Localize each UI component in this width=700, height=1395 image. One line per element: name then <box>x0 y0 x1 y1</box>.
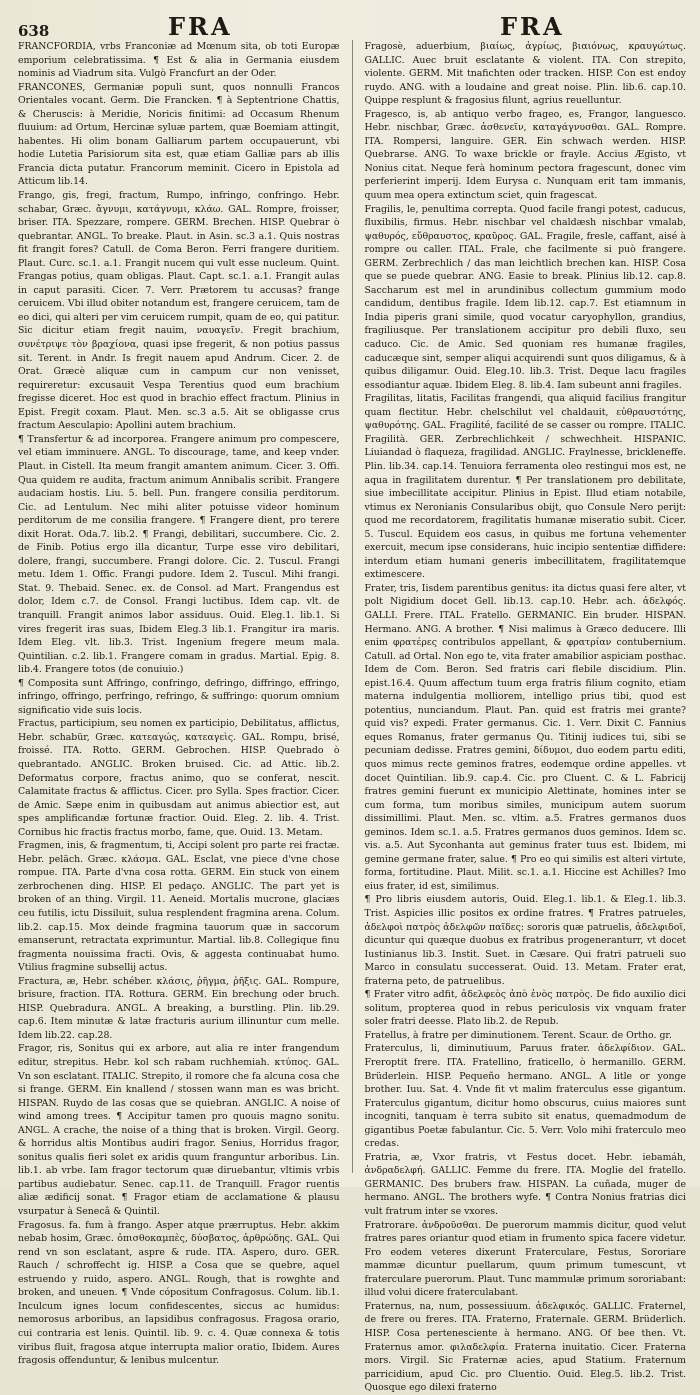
dictionary-entry: Fractus, participium, seu nomen ex participio, Debilitatus, afflictus, Hebr. schabür, Græc. κατεαγώς, κατεαγεὶς. GAL. Rompu, brisé, froissé. ITA. Rotto. GERM. Gebrochen. HISP. Quebrado ò quebrantado. ANGLIC. Broken bruised. Cic. ad Attic. lib.2. Deformatus corpore, fractus animo, quo se conferat, nescit. Calamitate fractus & afflictus. Cicer. pro Sylla. Spes fractior. Cicer. de Amic. Sæpe enim in quibusdam aut animus abiectior est, aut spes amplificandæ fortunæ fractior. Ouid. Eleg. 2. lib. 4. Trist. Cornibus hic fractis fractus morbo, fame, que. Ouid. 13. Metam. <box>18 718 340 838</box>
dictionary-entry: Fraternus, na, num, possessiuum. ἀδελφικός. GALLIC. Fraternel, de frere ou freres. ITA. Fraterno, Fraternale. GERM. Brüderlich. HISP. Cosa pertenesciente à hermano. ANG. Of bee then. Vt. Fraternus amor. φιλαδελφία. Fraterna inuitatio. Cicer. Fraterna mors. Virgil. Sic Fraternæ acies, apud Statium. Fraternum parricidium, apud Cic. pro Cluentio. Ouid. Eleg.5. lib.2. Trist. Quosque ego dilexi fraterno <box>364 1300 686 1394</box>
left-column <box>18 40 340 1367</box>
dictionary-entry: ¶ Frater vitro adfit, ἀδελφεὸς ἀπὸ ἑνὸς πατρὸς. De fido auxilio dici solitum, propterea quod in rebus periculosis vix vnquam frater soler fratri deesse. Plato lib.2. de Repub. <box>364 989 686 1028</box>
dictionary-entry: Fragilis, le, penultima correpta. Quod facile frangi potest, caducus, fluxibilis, firmus. Hebr. nischbar vel chaldæsh nischbar vmalab, ψαθυρός, εὔθραυστος, κραῦρος. GAL. Fragile, fresle, caffant, aisé à rompre ou caller. ITAL. Frale, che facilmente si può frangere. GERM. Zerbrechlich / das man leichtlich brechen kan. HISP. Cosa que se puede quebrar. ANG. Easie to break. Plinius lib.12. cap.8. Saccharum est mel in arundinibus collectum gummium modo candidum, dentibus fragile. Idem lib.12. cap.7. Est etiamnum in India piperis grani simile, quod vocatur caryophyllon, grandius, fragiliusque. Per translationem accipitur pro debili fluxo, seu caduco. Cic. de Amic. Sed quoniam res humanæ fragiles, caducæque sint, semper aliqui acquirendi sunt quos diligamus, & à quibus diligamur. Ouid. Eleg.10. lib.3. Trist. Deque lacu fragiles essodiantur aquæ. Ibidem Eleg. 8. lib.4. Iam subeunt anni fragiles. <box>364 203 686 391</box>
dictionary-entry: ¶ Composita sunt Affringo, confringo, defringo, diffringo, effringo, infringo, offringo, perfringo, refringo, & suffringo: quorum omnium significatio vide suis locis. <box>18 677 340 716</box>
dictionary-entry: Fragosus. fa. fum à frango. Asper atque prærruptus. Hebr. akkim nebab hosim, Græc. ὀπισθοκαμπὲς, δύσβατος, ἀρθρώδης. GAL. Qui rend vn son esclatant, aspre & rude. ITA. Aspero, duro. GER. Rauch / schroffecht ig. HISP. a Cosa que se quebre, aquel estruendo y ruido, aspero. ANGL. Rough, that is rowghte and broken, and uneuen. ¶ Vnde cópositum Confragosus. Colum. lib.1. Inculcum ignes locum confidescentes, siccus ac humidus: nemorosus arboribus, an lapsidibus confragosus. Fragosa orario, cui contraria est lenis. Quintil. lib. 9. c. 4. Quæ connexa & totis viribus fluit, fragosa atque interrupta malior oratio, Ibidem. Aures fragosis offenduntur, & lenibus mulcentur. <box>18 1219 340 1367</box>
dictionary-entry: ¶ Pro libris eiusdem autoris, Ouid. Eleg.1. lib.1. & Eleg.1. lib.3. Trist. Aspicies illic positos ex ordine fratres. ¶ Fratres patrueles, ἀδελφοὶ πατρὸς ἀδελφῶν παῖδες: sororis quæ patruelis, ἀδελφιδοῖ, dicuntur qui quæque duobus ex fratribus progeneranturr, vt docet Iustinianus lib.3. Instit. Suet. in Cæsare. Qui fratri patrueli suo Marco in consulatu successerat. Ouid. 13. Metam. Frater erat, fraterna peto, de patruelibus. <box>364 894 686 987</box>
dictionary-entry: Fragesco, is, ab antiquo verbo frageo, es, Frangor, languesco. Hebr. nischbar, Græc. ἀσθενεῖν, καταγάγνυσθαι. GAL. Rompre. ITA. Rompersi, languire. GER. Ein schwach werden. HISP. Quebrarse. ANG. To waxe brickle or frayle. Accius Ægisto, vt Nonius citat. Neque ferà hominum pectora fragescunt, donec vim perferierint imperij. Idem Eurysa c. Nunquam erit tam immanis, quum mea opera extinctum sciet, quin fragescat. <box>364 108 686 202</box>
dictionary-entry: Fragmen, inis, & fragmentum, ti, Accipi solent pro parte rei fractæ. Hebr. peläch. Græc. κλάσμα. GAL. Esclat, vne piece d'vne chose rompue. ITA. Parte d'vna cosa rotta. GERM. Ein stuck von einem zerbrochenen ding. HISP. El pedaço. ANGLIC. The part yet is broken of an thing. Virgil. 11. Aeneid. Mortalis mucrone, glaciæs ceu futilis, ictu Dissiluit, sulua resplendent fragmina arena. Colum. lib.2. cap.15. Mox deinde fragmina tauorum quæ in saccorum emanserunt, retractata exprimuntur. Martial. lib.8. Collegique finu fragmenta nouissima fracti. Ovis, & aggesta continuabat humo. Vtilius fragmine subsellij actus. <box>18 840 340 974</box>
dictionary-entry: ¶ Transfertur & ad incorporea. Frangere animum pro compescere, vel etiam imminuere. ANGL. To discourage, tame, and keep vnder. Plaut. in Cistell. Ita meum frangit amantem animum. Cicer. 3. Offi. Qua quidem re audita, fractum animum Annibalis scribit. Frangere audaciam hostis. Liu. 5. bell. Pun. frangere consilia perditorum. Cic. ad Lentulum. Nec mihi aliter potuisse videor hominum perditorum de me consilia frangere. ¶ Frangere dient, pro terere dixit Horat. Oda.7. lib.2. ¶ Frangi, debilitari, succumbere. Cic. 2. de Finib. Potius ergo illa dicantur, Turpe esse viro debilitari, dolere, frangi, succumbere. Frangi dolore. Cic. 2. Tuscul. Frangi metu. Idem 1. Offic. Frangi pudore. Idem 2. Tuscul. Mihi frangi. Stat. 9. Thebaid. Senec. ex. de Consol. ad Mart. Frangendus est dolor, Idem c.7. de Consol. Frangi luctibus. Idem cap. vlt. de tranquill. Frangit animos labor assiduus. Ouid. Eleg.1. lib.1. Si vires fregerit iras suas, Ibidem Eleg.3 lib.1. Frangitur ira maris. Idem Eleg. vlt. lib.3. Trist. Ingenium fregere meum mala. Quintilian. c.2. lib.1. Frangere comam in gradus. Martial. Epig. 8. lib.4. Frangere totos (de conuiuio.) <box>18 433 340 676</box>
right-column <box>364 40 687 1394</box>
text-columns <box>18 40 686 1394</box>
dictionary-entry: Fratellus, à fratre per diminutionem. Terent. Scaur. de Ortho. gr. <box>364 1029 672 1041</box>
dictionary-entry: Fraterculus, li, diminutiuum, Paruus frater. ἀδελφίδιον. GAL. Freroptit frere. ITA. Fratellino, fraticello, ò hermanillo. GERM. Brüderlein. HISP. Pequeño hermano. ANGL. A litle or yonge brother. Iuu. Sat. 4. Vnde fit vt malim fraterculus esse gigantum. Fraterculus gigantum, dicitur homo obscurus, cuius maiores sunt incogniti, tanquam è terra subito sit enatus, quemadmodum de gigantibus Poetæ fabulantur. Cic. 5. Verr. Volo mihi fraterculo meo credas. <box>364 1043 686 1150</box>
dictionary-entry: Fratrorare. ἀνδροῦσθαι. De puerorum mammis dicitur, quod velut fratres pares oriantur quod etiam in frumento spica facere videtur. Fro eodem veteres dixerunt Fraterculare, Festus, Sororiare mammæ dicuntur puellarum, quum primum tumescunt, vt fraterculare puerorum. Plaut. Tunc mammulæ primum sororiabant: illud volui dicere fraterculabant. <box>364 1219 686 1299</box>
dictionary-entry: Fragilitas, litatis, Facilitas frangendi, qua aliquid facilius frangitur quam flectitur. Hebr. chelschilut vel chaldauit, εὐθραυστότης, ψαθυρότης. GAL. Fragilité, facilité de se casser ou rompre. ITALIC. Fragilità. GER. Zerbrechlichkeit / schwechheit. HISPANIC. Liuiandad ò flaqueza, fragilidad. ANGLIC. Fraylnesse, brickleneffe. Plin. lib.34. cap.14. Tenuiora ferramenta oleo restingui mos est, ne aqua in fragilitatem durentur. ¶ Per translationem pro debilitate, siue imbecillitate accipitur. Plinius in Epist. Illud etiam notabile, vtimus ex Neronianis Consularibus obijt, quo Consule Nero perijt: quod me recordatorem, fragilitatis humanæ miseratio subit. Cicer. 5. Tuscul. Equidem eos casus, in quibus me fortuna vehementer exercuit, mecum ipse considerans, huic incipio sententiæ diffidere: interdum etiam humani generis imbecillitatem, fragilitatemque extimescere. <box>364 393 686 581</box>
running-head-left: FRA <box>168 12 233 41</box>
page-header <box>18 8 682 42</box>
dictionary-entry: Fragor, ris, Sonitus qui ex arbore, aut alia re inter frangendum editur, strepitus. Hebr. kol sch rabam ruchhemiah. κτύπος. GAL. Vn son esclatant. ITALIC. Strepito, il romore che fa alcuna cosa che si frange. GERM. Ein knallend / stossen wann man es was bricht. HISPAN. Ruydo de las cosas que se quiebran. ANGLIC. A noise of wind among trees. ¶ Accipitur tamen pro quouis magno sonitu. ANGL. A crache, the noise of a thing that is broken. Virgil. Georg. & horridus altis Montibus audiri fragor. Senius, Horridus fragor, sonitus qualis fieri solet ex aridis quum franguntur arboribus. Lin. lib.1. ab vrbe. Iam fragor tectorum quæ diruebantur, vltimis vrbis partibus audiebatur. Senec. cap.11. de Tranquill. Fragor ruentis aliæ ædificij sonat. ¶ Fragor etiam de acclamatione & plausu vsurpatur à Senecâ & Quintil. <box>18 1043 340 1218</box>
dictionary-entry: Frango, gis, fregi, fractum, Rumpo, infringo, confringo. Hebr. schabar, Græc. ἄγνυμι, κατάγνυμι, κλάω. GAL. Rompre, froisser, briser. ITA. Spezzare, rompere. GERM. Brechen. HISP. Quebrar ò quebrantar. ANGL. To breake. Plaut. in Asin. sc.3 a.1. Quis nostras fit frangit fores? Catull. de Coma Beron. Ferri frangere duritiem. Plaut. Curc. sc.1. a.1. Frangit nucem qui vult esse nucleum. Quint. Frangas potius, quam obligas. Plaut. Capt. sc.1. a.1. Frangit aulas in caput parasiti. Cicer. 7. Verr. Prætorem tu accusas? frange ceruicem. Vbi illud obiter notandum est, frangere ceruicem, tam de eo dici, qui alteri per vim ceruicem rumpit, quam de eo, qui patitur. Sic dicitur etiam fregit nauim, ναυαγεῖν. Fregit brachium, συνέτριψε τὸν βραχίονα, quasi ipse fregerit, & non potius passus sit. Terent. in Andr. Is fregit nauem apud Andrum. Cicer. 2. de Orat. Græcè aliquæ cum in campum cur non venisset, requireretur: excusauit Vespa Terentius quod eum brachium fregisse diceret. Hoc est quod in brachio effect fractum. Plinius in Epist. Fregit coxam. Plaut. Men. sc.3 a.5. Ait se obligasse crus fractum Aesculapio: Apollini autem brachium. <box>18 190 340 432</box>
column-divider <box>352 40 353 1173</box>
dictionary-entry: Fragosè, aduerbium, βιαίως, ἀγρίως, βιαιόνως, κραυγώτως. GALLIC. Auec bruit esclatante & violent. ITA. Con strepito, violente. GERM. Mit tnafichten oder tracken. HISP. Con est endoy ruydo. ANG. with a loudaine and great noise. Plin. lib.6. cap.10. Quippe resplunt & fragosius filunt, agrius reuelluntur. <box>364 41 686 107</box>
dictionary-entry: Fratria, æ, Vxor fratris, vt Festus docet. Hebr. iebamáh, ἀνδραδελφή. GALLIC. Femme du frere. ITA. Moglie del fratello. GERMANIC. Des brubers fraw. HISPAN. La cuñada, muger de hermano. ANGL. The brothers wyfe. ¶ Contra Nonius fratrias dici vult fratrum inter se vxores. <box>364 1151 686 1218</box>
dictionary-entry: Fractura, æ, Hebr. schéber. κλάσις, ῥῆγμα, ῥῆξις. GAL. Rompure, brisure, fraction. ITA. Rottura. GERM. Ein brechung oder bruch. HISP. Quebradura. ANGL. A breaking, a burstling. Plin. lib.29. cap.6. Item minutæ & latæ fracturis aurium illinuntur cum melle. Idem lib.22. cap.28. <box>18 975 340 1041</box>
running-head-right: FRA <box>500 12 565 41</box>
dictionary-entry: FRANCFORDIA, vrbs Franconiæ ad Mœnum sita, ob toti Europæ emporium celebratissima. ¶ Est & alia in Germania eiusdem nominis ad Viadrum sita. Vulgò Francfurt an der Oder. <box>18 41 340 80</box>
page-number: 638 <box>18 22 50 40</box>
dictionary-entry: Frater, tris, Iisdem parentibus genitus: ita dictus quasi fere alter, vt polt Nigidium docet Gell. lib.13. cap.10. Hebr. ach. ἀδελφός. GALLI. Frere. ITAL. Fratello. GERMANIC. Ein bruder. HISPAN. Hermano. ANG. A brother. ¶ Nisi malimus à Græco deducere. Illi enim φρατέρες contribulos appellant, & φρατρίαν contubernium. Catull. ad Ortal. Non ego te, vita frater amabilior aspiciam posthac. Idem de Com. Beron. Sed fratris cari flebile discidium. Plin. epist.16.4. Quum affectum tuum erga fratris filium cognito, etiam materna indulgentia molliorem, intelligo prius tibi, quod est potentius, nunciandum. Plaut. Pan. quid est fratris mei grante? quid vis? expedi. Frater germanus. Cic. 1. Verr. Dixit C. Fannius eques Romanus, frater germanus Qu. Titinij iudices tui, sibi se pecuniam dedisse. Fratres gemini, δίδυμοι, duo eodem partu editi, quos mimus recte geminos fratres, eodemque ordine appelles. vt docet Quintilian. lib.9. cap.4. Cic. pro Cluent. C. & L. Fabricij fratres gemini fuerunt ex municipio Alettinate, homines inter se cum forma, tum moribus similes, municipum autem suorum dissimillimi. Plaut. Men. sc. vltim. a.5. Fratres germanos duos geminos. Idem sc.1. a.5. Fratres germanos duos geminos. Idem sc. vis. a.5. Aut Syconhanta aut geminus frater tuus est. Ibidem, mi gemine germane frater, salue. ¶ Pro eo qui similis est alteri virtute, forma, fortitudine. Plaut. Milit. sc.1. a.1. Hiccine est Achilles? Imo eius frater, id est, similimus. <box>364 582 686 892</box>
dictionary-entry: FRANCONES, Germaniæ populi sunt, quos nonnulli Francos Orientales vocant. Germ. Die Francken. ¶ à Septentrione Chattis, & Cheruscis: à Meridie, Noricis finitimi: ad Occasum Rhenum fluuium: ad Ortum, Hercinæ syluæ partem, quæ Boemiam attingit, habentes. Hi olim bonam Galliarum partem occupauerunt, vbi hodie Lutetia Parisiorum sita est, quæ etiam Galliæ pars ab illis Francia dicta putatur. Francorum meminit. Cicero in Epistola ad Atticum lib.14. <box>18 81 340 188</box>
